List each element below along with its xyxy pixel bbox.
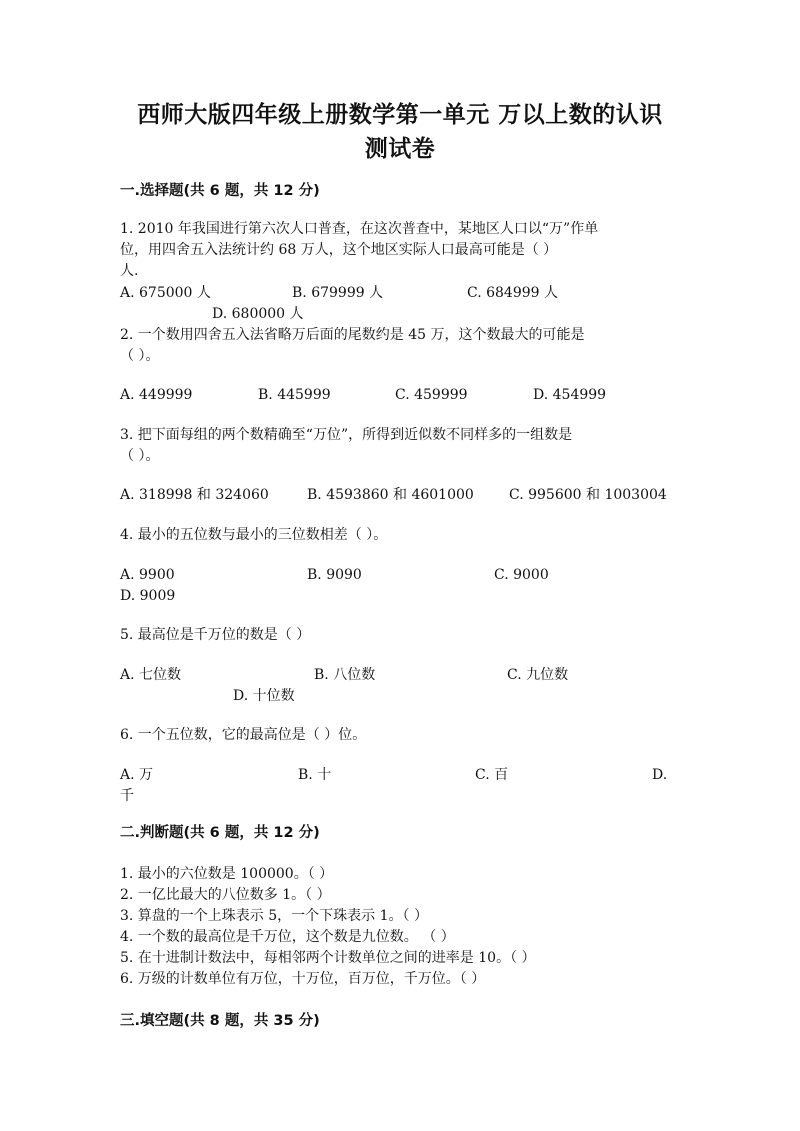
- section-heading-fill-blank: 三.填空题(共 8 题，共 35 分): [120, 1013, 320, 1029]
- question-5-option-c[interactable]: C. 九位数: [507, 667, 569, 683]
- question-6-option-d[interactable]: D.: [652, 767, 668, 783]
- question-1-option-c[interactable]: C. 684999 人: [467, 285, 559, 301]
- question-3-option-c[interactable]: C. 995600 和 1003004: [509, 487, 667, 503]
- question-1-line-1: 1. 2010 年我国进行第六次人口普查，在这次普查中，某地区人口以“万”作单: [120, 221, 599, 237]
- question-2-option-c[interactable]: C. 459999: [395, 387, 468, 403]
- question-6-option-b[interactable]: B. 十: [298, 767, 332, 783]
- judgement-item-4: 4. 一个数的最高位是千万位，这个数是九位数。 （ ）: [120, 929, 455, 945]
- question-4-option-a[interactable]: A. 9900: [120, 567, 175, 583]
- question-3-line-1: 3. 把下面每组的两个数精确至“万位”，所得到近似数不同样多的一组数是: [120, 427, 573, 443]
- question-1-line-3: 人.: [120, 263, 139, 279]
- question-1-option-a[interactable]: A. 675000 人: [120, 285, 211, 301]
- question-6-line-1: 6. 一个五位数，它的最高位是（ ）位。: [120, 727, 367, 743]
- question-1-option-b[interactable]: B. 679999 人: [292, 285, 384, 301]
- question-2-line-2: （ ）。: [120, 348, 160, 364]
- question-3-option-b[interactable]: B. 4593860 和 4601000: [307, 487, 474, 503]
- question-3-line-2: （ ）。: [120, 448, 160, 464]
- exam-title-line1: 西师大版四年级上册数学第一单元 万以上数的认识: [137, 102, 663, 128]
- judgement-item-2: 2. 一亿比最大的八位数多 1。（ ）: [120, 887, 331, 903]
- question-2-option-d[interactable]: D. 454999: [533, 387, 607, 403]
- question-4-option-c[interactable]: C. 9000: [494, 567, 549, 583]
- question-3-option-a[interactable]: A. 318998 和 324060: [120, 487, 269, 503]
- question-6-option-d-text: 千: [120, 788, 134, 804]
- question-1-option-d[interactable]: D. 680000 人: [212, 306, 304, 322]
- question-1-line-2: 位，用四舍五入法统计约 68 万人，这个地区实际人口最高可能是（ ）: [120, 242, 558, 258]
- question-4-line-1: 4. 最小的五位数与最小的三位数相差（ ）。: [120, 527, 388, 543]
- question-2-option-a[interactable]: A. 449999: [120, 387, 193, 403]
- judgement-item-1: 1. 最小的六位数是 100000。（ ）: [120, 866, 334, 882]
- question-6-option-c[interactable]: C. 百: [475, 767, 509, 783]
- question-4-option-b[interactable]: B. 9090: [307, 567, 362, 583]
- question-2-line-1: 2. 一个数用四舍五入法省略万后面的尾数约是 45 万，这个数最大的可能是: [120, 327, 585, 343]
- question-5-option-a[interactable]: A. 七位数: [120, 667, 182, 683]
- question-4-option-d[interactable]: D. 9009: [120, 588, 176, 604]
- question-6-option-a[interactable]: A. 万: [120, 767, 154, 783]
- question-5-line-1: 5. 最高位是千万位的数是（ ）: [120, 627, 311, 643]
- judgement-item-6: 6. 万级的计数单位有万位，十万位，百万位，千万位。（ ）: [120, 971, 486, 987]
- question-5-option-b[interactable]: B. 八位数: [314, 667, 376, 683]
- judgement-item-5: 5. 在十进制计数法中，每相邻两个计数单位之间的进率是 10。（ ）: [120, 950, 536, 966]
- question-5-option-d[interactable]: D. 十位数: [233, 688, 295, 704]
- exam-title-line2: 测试卷: [364, 136, 436, 162]
- question-2-option-b[interactable]: B. 445999: [258, 387, 331, 403]
- judgement-item-3: 3. 算盘的一个上珠表示 5，一个下珠表示 1。（ ）: [120, 908, 428, 924]
- section-heading-choice: 一.选择题(共 6 题，共 12 分): [120, 183, 320, 199]
- section-heading-judgement: 二.判断题(共 6 题，共 12 分): [120, 825, 320, 841]
